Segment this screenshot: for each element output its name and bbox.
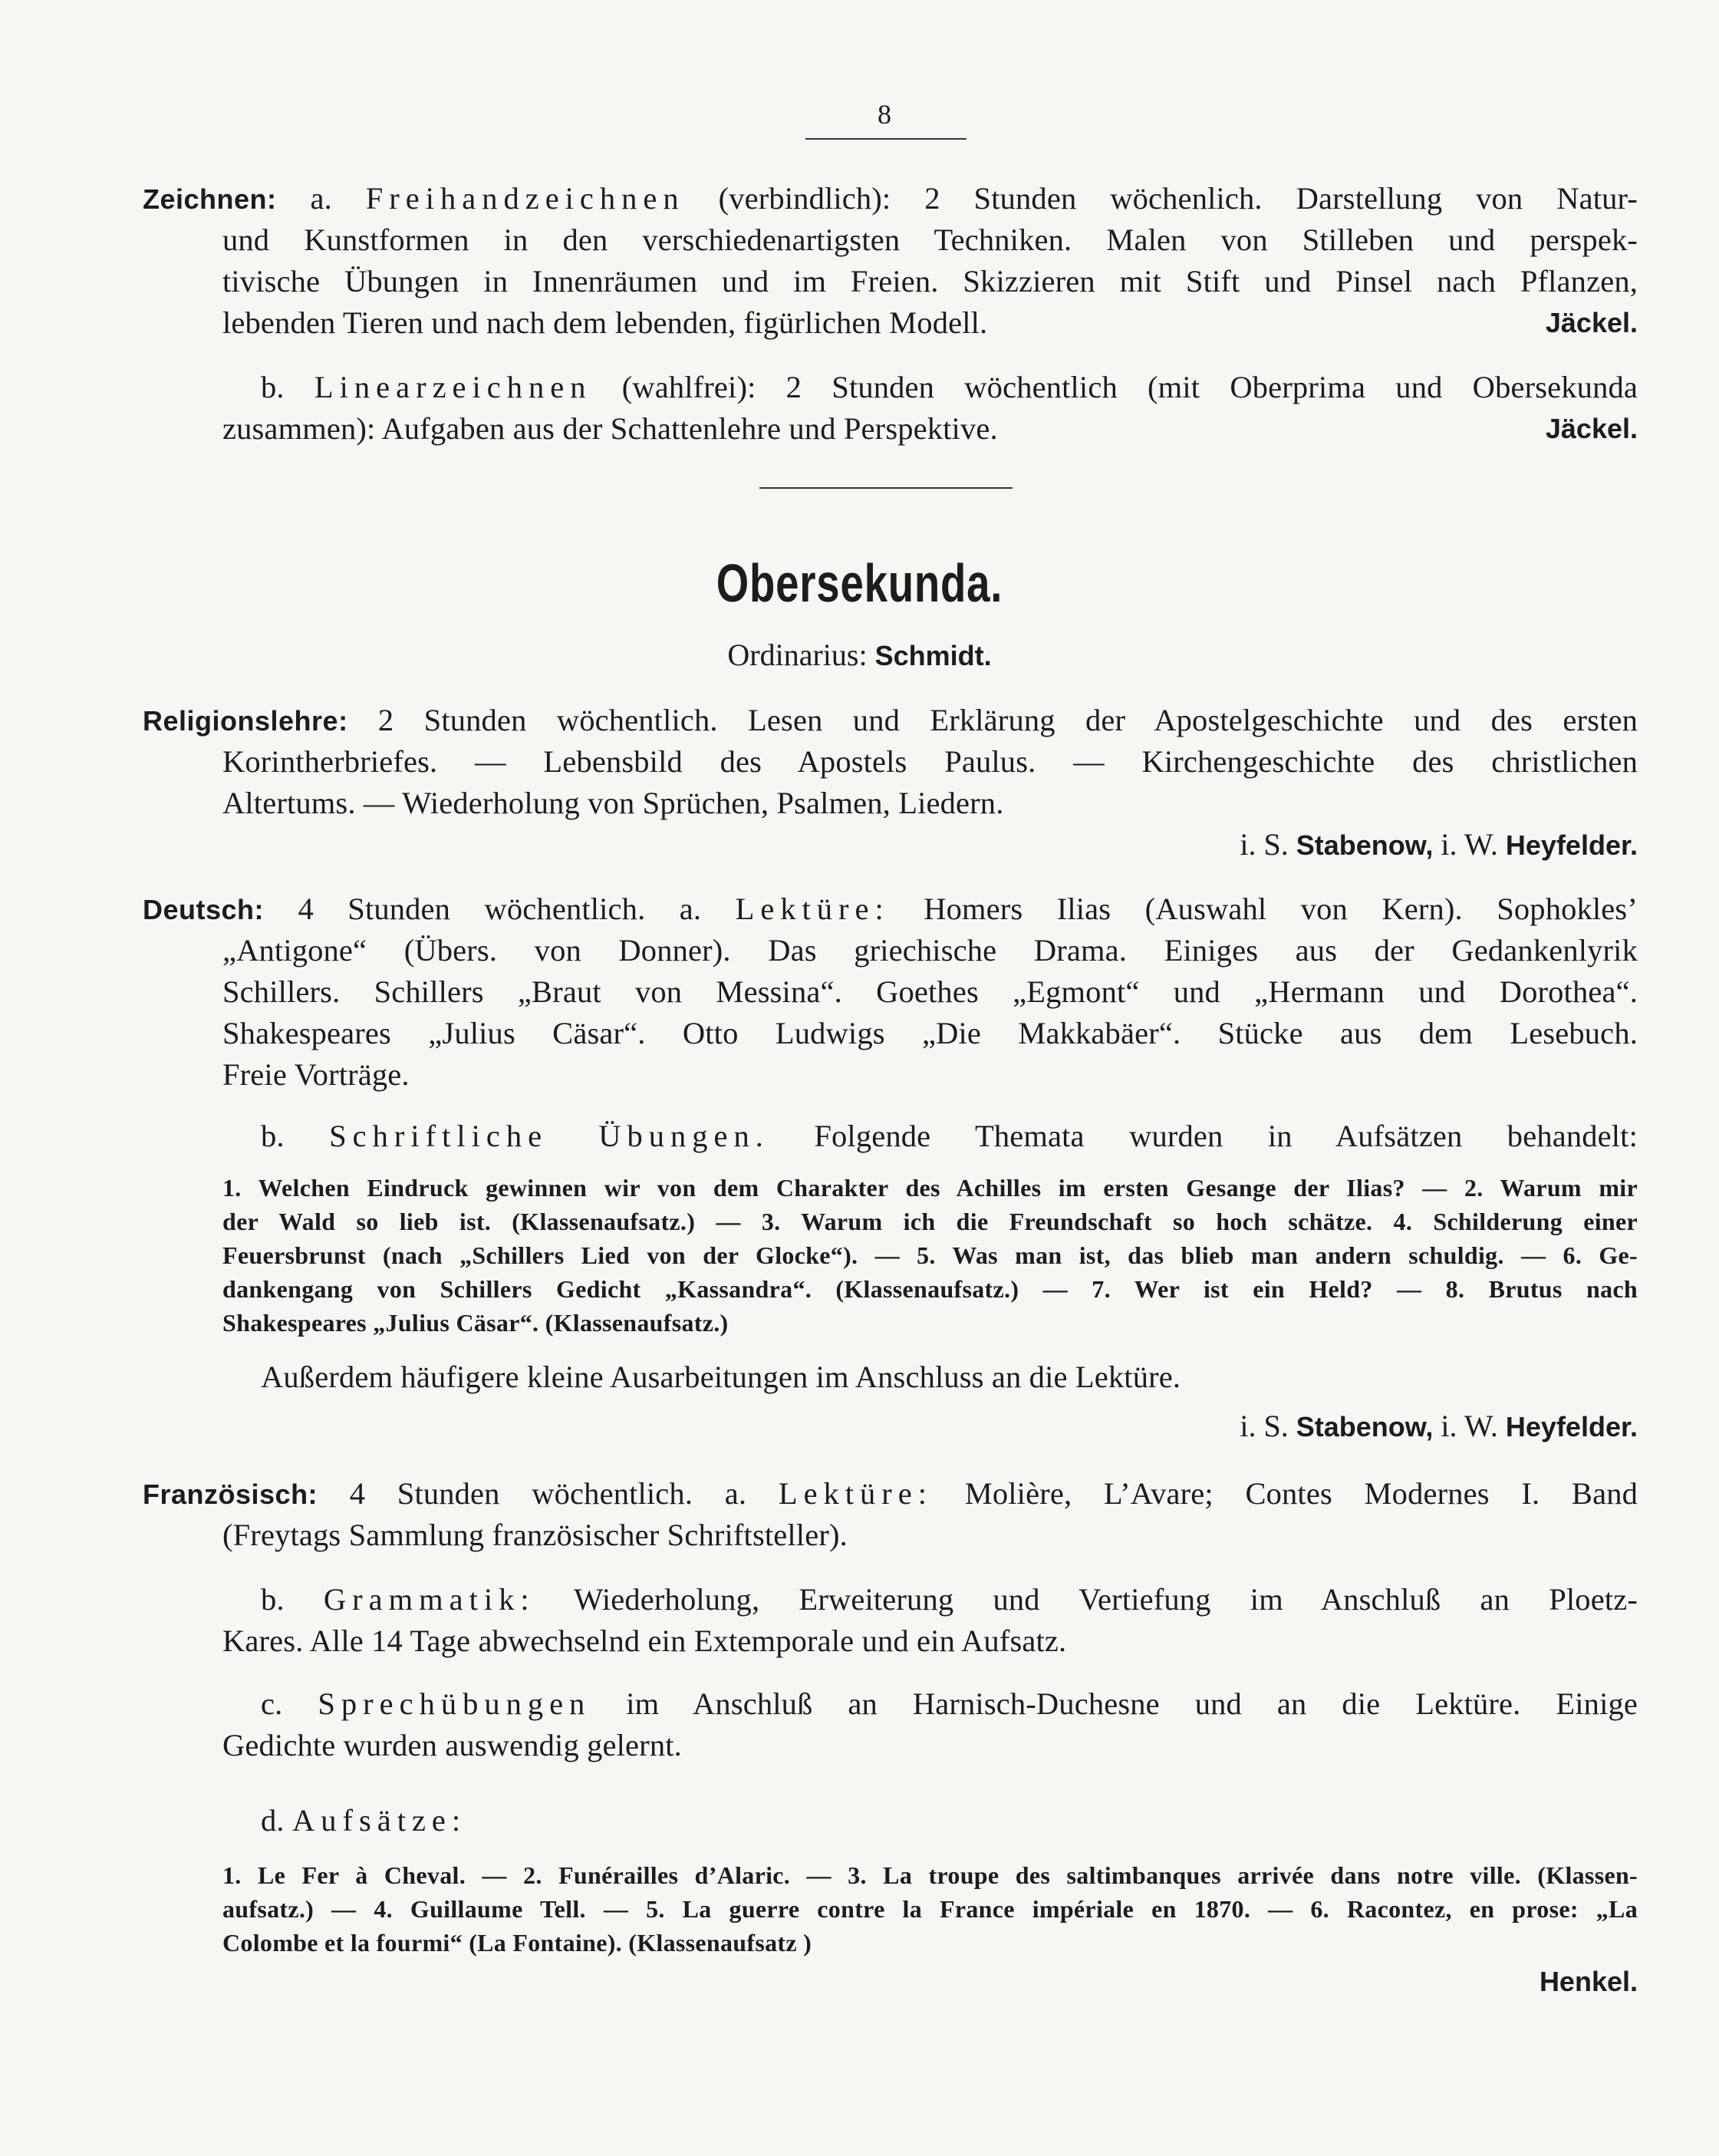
deutsch-teachers: i. S. Stabenow, i. W. Heyfelder.: [1240, 1409, 1638, 1443]
deutsch-line-2: „Antigone“ (Übers. von Donner). Das griechische Drama. Einiges aus der Gedankenlyrik: [222, 933, 1638, 968]
franz-b-line-2: Kares. Alle 14 Tage abwechselnd ein Extemporale und ein Aufsatz.: [222, 1624, 1067, 1658]
deutsch-themes-4: dankengang von Schillers Gedicht „Kassandra“. (Klassenaufsatz.) — 7. Wer ist ein Held? — 8. Brutus nach: [222, 1275, 1638, 1303]
franz-b-line-1: b. Grammatik: Wiederholung, Erweiterung und Vertiefung im Anschluß an Ploetz-: [261, 1582, 1638, 1617]
zeichnen-line-3: tivische Übungen in Innenräumen und im Freien. Skizzieren mit Stift und Pinsel nach Pflanzen,: [222, 264, 1638, 298]
deutsch-line-4: Shakespeares „Julius Cäsar“. Otto Ludwigs „Die Makkabäer“. Stücke aus dem Lesebuch.: [222, 1016, 1638, 1050]
franz-d-line: d. Aufsätze:: [261, 1803, 467, 1838]
franz-themes-1: 1. Le Fer à Cheval. — 2. Funérailles d’Alaric. — 3. La troupe des saltimbanques arrivée dans notre ville. (Klassen-: [222, 1861, 1638, 1889]
franz-c-line-2: Gedichte wurden auswendig gelernt.: [222, 1728, 682, 1762]
religion-line-1: Religionslehre: 2 Stunden wöchentlich. Lesen und Erklärung der Apostelgeschichte und des ersten: [143, 703, 1638, 737]
zeichnen-line-1: Zeichnen: a. Freihandzeichnen (verbindlich): 2 Stunden wöchenlich. Darstellung von Natur-: [143, 181, 1638, 216]
deutsch-themes-3: Feuersbrunst (nach „Schillers Lied von der Glocke“). — 5. Was man ist, das blieb man andern schuldig. — 6. Ge-: [222, 1241, 1638, 1269]
ordinarius: Ordinarius: Schmidt.: [727, 638, 992, 672]
franz-teacher: Henkel.: [1539, 1966, 1638, 1997]
franz-themes-2: aufsatz.) — 4. Guillaume Tell. — 5. La guerre contre la France impériale en 1870. — 6. Racontez, en prose: „La: [222, 1895, 1638, 1923]
franz-d-title: Aufsätze:: [291, 1803, 467, 1838]
zeichnen-b-line-2: zusammen): Aufgaben aus der Schattenlehre und Perspektive.: [222, 411, 998, 446]
franz-line-1: Französisch: 4 Stunden wöchentlich. a. Lektüre: Molière, L’Avare; Contes Modernes I. Band: [143, 1476, 1638, 1511]
franz-line-2: (Freytags Sammlung französischer Schriftsteller).: [222, 1518, 848, 1552]
deutsch-line-5: Freie Vorträge.: [222, 1057, 410, 1092]
franz-c-title: Sprechübungen: [318, 1686, 591, 1721]
zeichnen-a-title: Freihandzeichnen: [365, 181, 685, 216]
zeichnen-label: Zeichnen:: [143, 183, 277, 215]
religion-teachers: i. S. Stabenow, i. W. Heyfelder.: [1240, 827, 1638, 862]
franz-b-title: Grammatik:: [323, 1582, 535, 1617]
zeichnen-b-line-1: b. Linearzeichnen (wahlfrei): 2 Stunden wöchentlich (mit Oberprima und Obersekunda: [261, 370, 1638, 404]
religion-line-3: Altertums. — Wiederholung von Sprüchen, Psalmen, Liedern.: [222, 786, 1004, 820]
deutsch-themes-1: 1. Welchen Eindruck gewinnen wir von dem Charakter des Achilles im ersten Gesange der Ilias? — 2. Warum mir: [222, 1174, 1638, 1202]
ordinarius-name: Schmidt.: [874, 640, 992, 671]
section-divider: [759, 487, 1013, 489]
zeichnen-line-2: und Kunstformen in den verschiedenartigsten Techniken. Malen von Stilleben und perspek-: [222, 223, 1638, 257]
zeichnen-b-teacher: Jäckel.: [1545, 413, 1638, 444]
zeichnen-line-4: lebenden Tieren und nach dem lebenden, figürlichen Modell.: [222, 305, 988, 340]
deutsch-line-1: Deutsch: 4 Stunden wöchentlich. a. Lektüre: Homers Ilias (Auswahl von Kern). Sophokles’: [143, 892, 1638, 926]
franz-c-line-1: c. Sprechübungen im Anschluß an Harnisch-Duchesne und an die Lektüre. Einige: [261, 1686, 1638, 1721]
franz-themes-3: Colombe et la fourmi“ (La Fontaine). (Klassenaufsatz ): [222, 1929, 812, 1957]
deutsch-label: Deutsch:: [143, 894, 265, 925]
deutsch-themes-5: Shakespeares „Julius Cäsar“. (Klassenaufsatz.): [222, 1309, 729, 1337]
header-rule: [805, 138, 967, 140]
deutsch-themes-2: der Wald so lieb ist. (Klassenaufsatz.) — 3. Warum ich die Freundschaft so hoch schätze. 4. Schilderung einer: [222, 1208, 1638, 1235]
zeichnen-b-title: Linearzeichnen: [314, 370, 592, 404]
religion-label: Religionslehre:: [143, 705, 348, 737]
religion-line-2: Korintherbriefes. — Lebensbild des Apostels Paulus. — Kirchengeschichte des christlichen: [222, 744, 1638, 779]
page-number: 8: [878, 99, 891, 130]
franz-label: Französisch:: [143, 1479, 318, 1510]
deutsch-b-line: b. Schriftliche Übungen. Folgende Themata wurden in Aufsätzen behandelt:: [261, 1119, 1638, 1153]
zeichnen-a-teacher: Jäckel.: [1545, 307, 1638, 338]
deutsch-line-3: Schillers. Schillers „Braut von Messina“. Goethes „Egmont“ und „Hermann und Dorothea“.: [222, 974, 1638, 1009]
section-heading: Obersekunda.: [716, 553, 1003, 613]
deutsch-b-title: Schriftliche Übungen.: [329, 1119, 769, 1153]
deutsch-extra: Außerdem häufigere kleine Ausarbeitungen im Anschluss an die Lektüre.: [261, 1360, 1181, 1394]
